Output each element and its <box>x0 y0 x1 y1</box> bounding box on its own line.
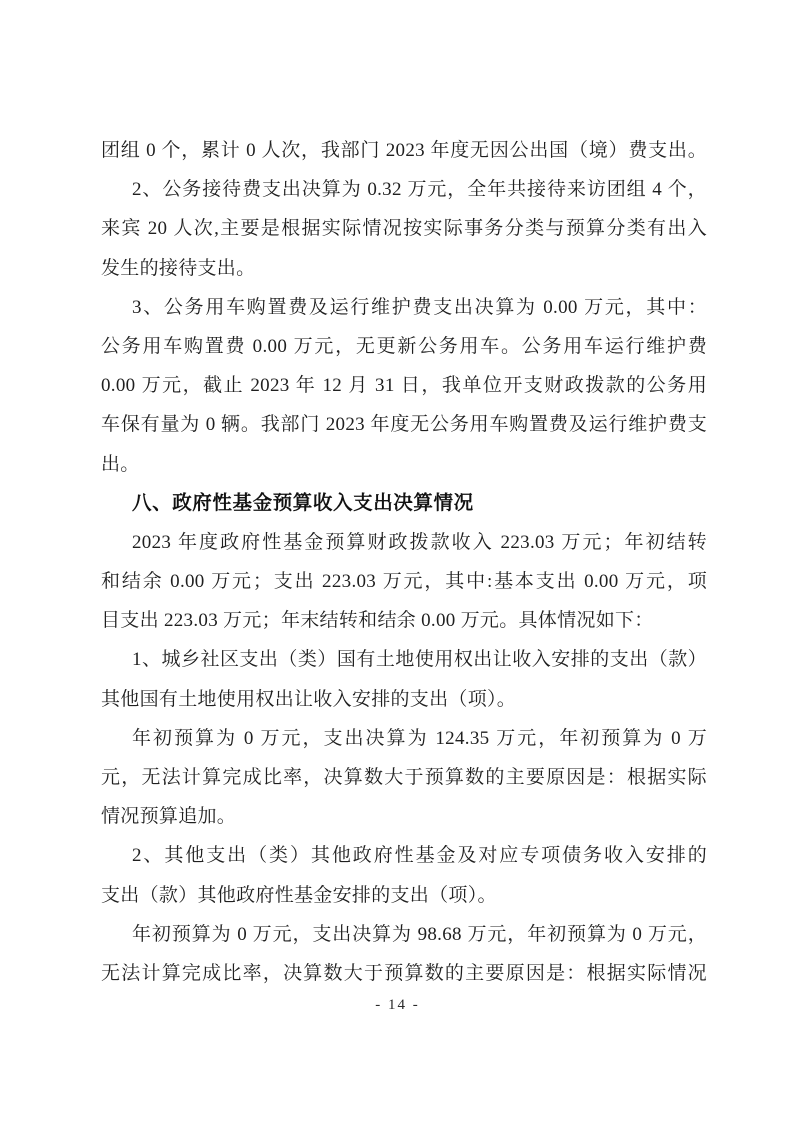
text-line: 2、其他支出（类）其他政府性基金及对应专项债务收入安排的 <box>132 845 707 867</box>
paragraph-gov-fund-summary <box>101 523 707 641</box>
page-body-text <box>101 131 707 993</box>
text-line: 2、公务接待费支出决算为 0.32 万元，全年共接待来访团组 4 个， <box>132 179 707 201</box>
text-line: 3、公务用车购置费及运行维护费支出决算为 0.00 万元，其中： <box>132 296 707 318</box>
text-line: 公务用车购置费 0.00 万元，无更新公务用车。公务用车运行维护费 <box>101 335 707 357</box>
text-line: 发生的接待支出。 <box>101 257 256 279</box>
text-line: 车保有量为 0 辆。我部门 2023 年度无公务用车购置费及运行维护费支 <box>101 414 707 436</box>
paragraph-official-vehicles <box>101 288 707 484</box>
section-heading-gov-fund-budget <box>101 484 707 523</box>
text-line: 支出（款）其他政府性基金安排的支出（项）。 <box>101 884 497 906</box>
paragraph-overseas-travel <box>101 131 707 170</box>
text-line: 0.00 万元，截止 2023 年 12 月 31 日，我单位开支财政拨款的公务用 <box>101 375 707 397</box>
text-line: 2023 年度政府性基金预算财政拨款收入 223.03 万元；年初结转 <box>132 531 707 553</box>
section-heading: 八、政府性基金预算收入支出决算情况 <box>132 492 474 514</box>
text-line: 年初预算为 0 万元，支出决算为 124.35 万元，年初预算为 0 万 <box>132 727 707 749</box>
paragraph-official-reception <box>101 170 707 288</box>
paragraph-other-gov-fund-expense <box>101 836 707 914</box>
text-line: 来宾 20 人次,主要是根据实际情况按实际事务分类与预算分类有出入 <box>101 218 707 240</box>
text-line: 目支出 223.03 万元；年末结转和结余 0.00 万元。具体情况如下： <box>101 610 654 632</box>
text-line: 出。 <box>101 453 140 475</box>
text-line: 和结余 0.00 万元；支出 223.03 万元，其中:基本支出 0.00 万元，项 <box>101 571 707 593</box>
page-number: - 14 - <box>375 997 420 1013</box>
text-line: 团组 0 个，累计 0 人次，我部门 2023 年度无因公出国（境）费支出。 <box>101 140 707 161</box>
page-footer <box>0 996 795 1014</box>
paragraph-urban-rural-community-expense <box>101 640 707 718</box>
text-line: 无法计算完成比率，决算数大于预算数的主要原因是：根据实际情况 <box>101 962 707 984</box>
text-line: 元，无法计算完成比率，决算数大于预算数的主要原因是：根据实际 <box>101 767 707 788</box>
text-line: 情况预算追加。 <box>101 806 237 828</box>
text-line: 1、城乡社区支出（类）国有土地使用权出让收入安排的支出（款） <box>132 649 707 671</box>
text-line: 年初预算为 0 万元，支出决算为 98.68 万元，年初预算为 0 万元， <box>132 923 707 945</box>
paragraph-land-transfer-budget-detail <box>101 719 707 837</box>
paragraph-other-gov-fund-budget-detail <box>101 915 707 993</box>
text-line: 其他国有土地使用权出让收入安排的支出（项）。 <box>101 688 517 710</box>
